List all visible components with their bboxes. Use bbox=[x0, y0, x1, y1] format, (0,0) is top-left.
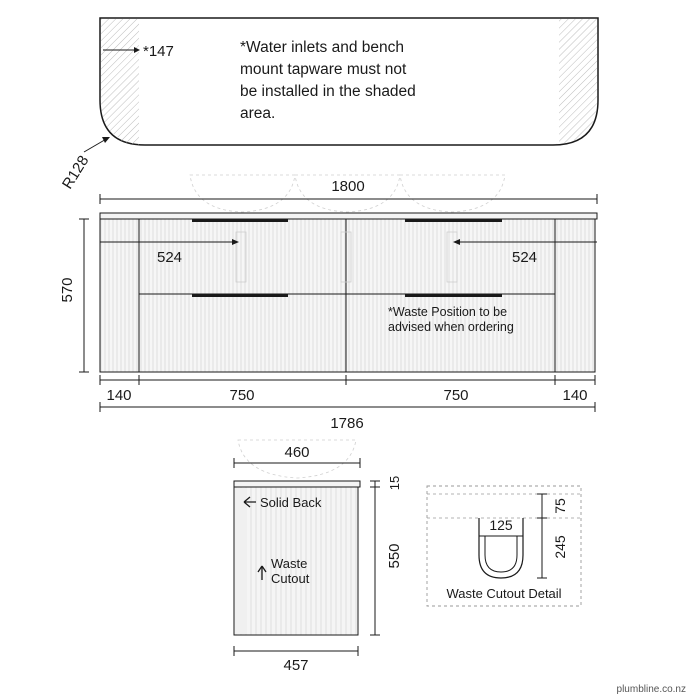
cutout-inner bbox=[485, 536, 517, 572]
dim-140-left-label: 140 bbox=[106, 387, 132, 404]
dim-75-label: 75 bbox=[552, 498, 568, 514]
waste-position-note: *Waste Position to be advised when ordering bbox=[388, 305, 514, 334]
dim-245-label: 245 bbox=[552, 535, 568, 559]
dim-460-label: 460 bbox=[284, 444, 310, 461]
dim-457-label: 457 bbox=[283, 657, 309, 674]
handle-bottom-left bbox=[192, 294, 288, 297]
dim-147-label: *147 bbox=[143, 43, 174, 60]
shaded-area-left bbox=[101, 19, 145, 145]
radius-arrow bbox=[102, 137, 110, 143]
dim-1786-label: 1786 bbox=[330, 415, 364, 432]
handle-top-right bbox=[405, 219, 502, 222]
dim-15-label: 15 bbox=[387, 475, 402, 491]
waste-cutout-detail bbox=[427, 486, 581, 606]
dim-524-right-label: 524 bbox=[512, 249, 538, 266]
front-view bbox=[59, 175, 597, 432]
dim-750-right-label: 750 bbox=[443, 387, 469, 404]
side-view bbox=[234, 440, 403, 674]
detail-caption: Waste Cutout Detail bbox=[446, 586, 562, 601]
website-credit: plumbline.co.nz bbox=[616, 684, 686, 695]
shaded-area-right bbox=[553, 19, 597, 144]
top-view bbox=[59, 18, 598, 192]
dim-125-label: 125 bbox=[489, 517, 513, 533]
radius-label: R128 bbox=[58, 152, 93, 193]
benchtop-outline bbox=[100, 18, 598, 145]
waste-cutout-label: Waste Cutout bbox=[271, 556, 310, 586]
dim-750-left-label: 750 bbox=[229, 387, 255, 404]
side-benchtop bbox=[234, 481, 360, 487]
side-back-strip bbox=[235, 488, 247, 634]
tapware-note: *Water inlets and bench mount tapware must not be installed in the shaded area. bbox=[240, 39, 416, 122]
dim-140-right-label: 140 bbox=[562, 387, 588, 404]
dim-1800-label: 1800 bbox=[331, 178, 365, 195]
dim-550-label: 550 bbox=[386, 543, 403, 569]
front-benchtop bbox=[100, 213, 597, 219]
dim-524-left-label: 524 bbox=[157, 249, 183, 266]
handle-top-left bbox=[192, 219, 288, 222]
dim-570-label: 570 bbox=[59, 277, 76, 303]
solid-back-label: Solid Back bbox=[260, 495, 322, 510]
handle-bottom-right bbox=[405, 294, 502, 297]
